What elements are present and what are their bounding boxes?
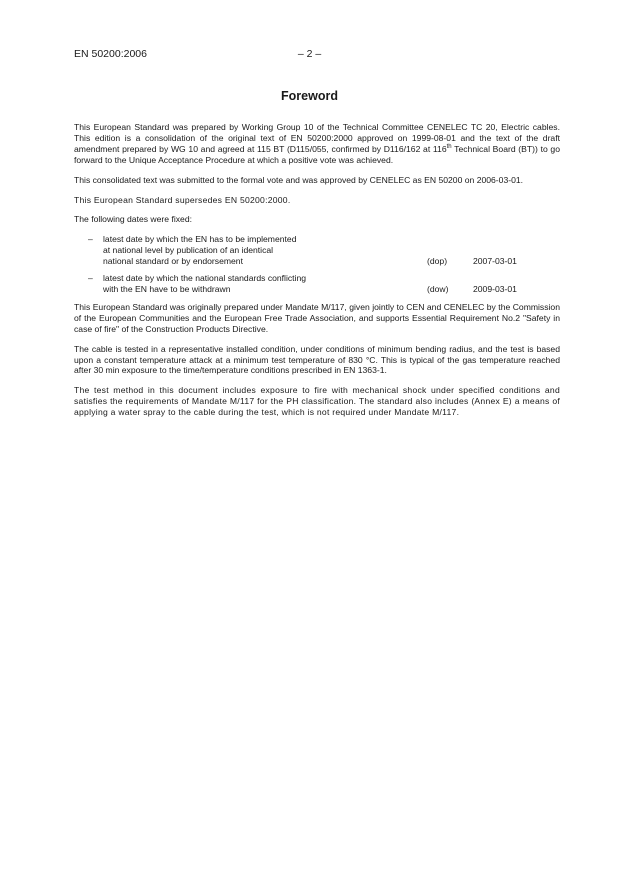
paragraph-mandate: This European Standard was originally prepared under Mandate M/117, given jointly to CEN and CENELEC by the Commission of the European Communities and the European Free Trade Association, and supports Essential Requirement No.2 "Safety in case of fire" of the Construction Products Directive. [74,301,560,334]
paragraph-dates-intro: The following dates were fixed: [74,214,192,225]
dash-bullet: – [88,273,93,284]
list-item-text: latest date by which the national standards conflicting with the EN have to be withdrawn [103,273,307,294]
paragraph-supersedes: This European Standard supersedes EN 50200:2000. [74,194,291,205]
date-code: (dow) [427,283,449,294]
dates-list [74,234,560,295]
date-value: 2007-03-01 [473,256,517,267]
dash-bullet: – [88,234,93,245]
date-code: (dop) [427,256,448,267]
list-item-dop [74,234,560,267]
document-id: EN 50200:2006 [74,48,147,60]
list-item-dow [74,273,560,295]
list-item-text: latest date by which the EN has to be implemented at national level by publication of an identical national standard or by endorsement [103,234,297,267]
paragraph-test-condition: The cable is tested in a representative installed condition, under conditions of minimum bending radius, and the test is based upon a constant temperature attack at a minimum test temperature of 830 °C. This is typical of the gas temperature reached after 30 min exposure to the time/temperature conditions prescribed in EN 1363-1. [74,343,560,376]
page-number: – 2 – [297,48,322,60]
paragraph-approval: This consolidated text was submitted to the formal vote and was approved by CENELEC as EN 50200 on 2006-03-01. [74,174,524,185]
paragraph-preparation: This European Standard was prepared by Working Group 10 of the Technical Committee CENELEC TC 20, Electric cables. This edition is a consolidation of the original text of EN 50200:2000 approved on 1999-08-01 and the text of the draft amendment prepared by WG 10 and agreed at 115 BT (D115/055, confirmed by D116/162 at 116th Technical Board (BT)) to go forward to the Unique Acceptance Procedure at which a positive vote was achieved. [74,122,560,165]
date-value: 2009-03-01 [473,283,517,294]
page-title: Foreword [281,89,338,103]
document-body [74,122,560,427]
paragraph-test-method: The test method in this document includes exposure to fire with mechanical shock under specified conditions and satisfies the requirements of Mandate M/117 for the PH classification. The standard also includes (Annex E) a means of applying a water spray to the cable during the test, which is not required under Mandate M/117. [74,385,560,418]
